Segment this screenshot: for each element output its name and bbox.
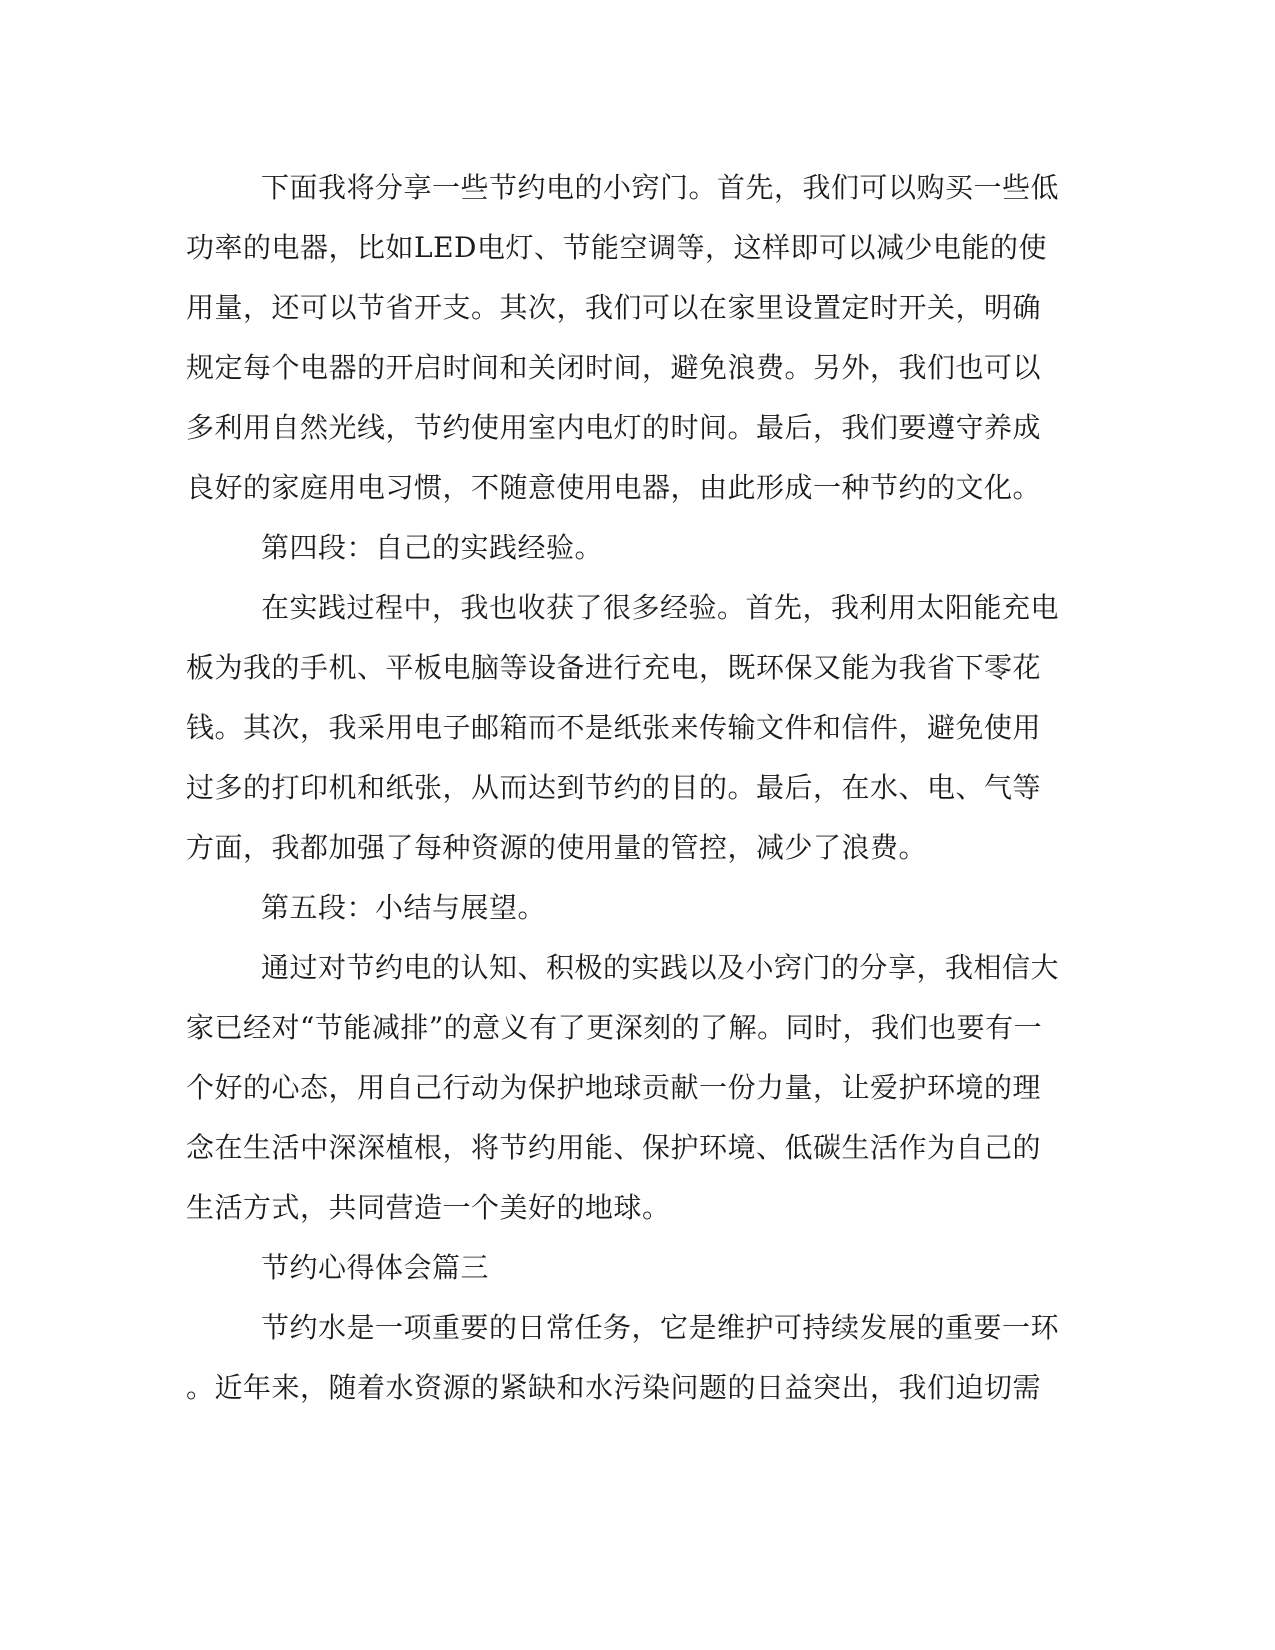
text-line: 念在生活中深深植根，将节约用能、保护环境、低碳生活作为自己的	[186, 1131, 1042, 1164]
text-line: 过多的打印机和纸张，从而达到节约的目的。最后，在水、电、气等	[186, 771, 1042, 804]
text-line: 多利用自然光线，节约使用室内电灯的时间。最后，我们要遵守养成	[186, 411, 1042, 444]
text-line: 通过对节约电的认知、积极的实践以及小窍门的分享，我相信大	[261, 951, 1060, 984]
text-line: 用量，还可以节省开支。其次，我们可以在家里设置定时开关，明确	[186, 291, 1042, 324]
text-line: 家已经对“节能减排”的意义有了更深刻的了解。同时，我们也要有一	[186, 1011, 1043, 1044]
article-title: 节约心得体会篇三	[261, 1251, 490, 1284]
text-line: 方面，我都加强了每种资源的使用量的管控，减少了浪费。	[186, 831, 928, 864]
text-line: 。近年来，随着水资源的紧缺和水污染问题的日益突出，我们迫切需	[186, 1371, 1042, 1404]
text-line: 节约水是一项重要的日常任务，它是维护可持续发展的重要一环	[261, 1311, 1060, 1344]
text-line: 下面我将分享一些节约电的小窍门。首先，我们可以购买一些低	[261, 171, 1060, 204]
text-line: 规定每个电器的开启时间和关闭时间，避免浪费。另外，我们也可以	[186, 351, 1042, 384]
text-line: 良好的家庭用电习惯，不随意使用电器，由此形成一种节约的文化。	[186, 471, 1042, 504]
text-line: 钱。其次，我采用电子邮箱而不是纸张来传输文件和信件，避免使用	[186, 711, 1042, 744]
section-heading: 第四段：自己的实践经验。	[261, 531, 604, 564]
text-line: 板为我的手机、平板电脑等设备进行充电，既环保又能为我省下零花	[186, 651, 1042, 684]
section-heading: 第五段：小结与展望。	[261, 891, 547, 924]
text-line: 个好的心态，用自己行动为保护地球贡献一份力量，让爱护环境的理	[186, 1071, 1042, 1104]
text-line: 功率的电器，比如LED电灯、节能空调等，这样即可以减少电能的使	[186, 231, 1047, 264]
text-line: 生活方式，共同营造一个美好的地球。	[186, 1191, 671, 1224]
text-line: 在实践过程中，我也收获了很多经验。首先，我利用太阳能充电	[261, 591, 1060, 624]
